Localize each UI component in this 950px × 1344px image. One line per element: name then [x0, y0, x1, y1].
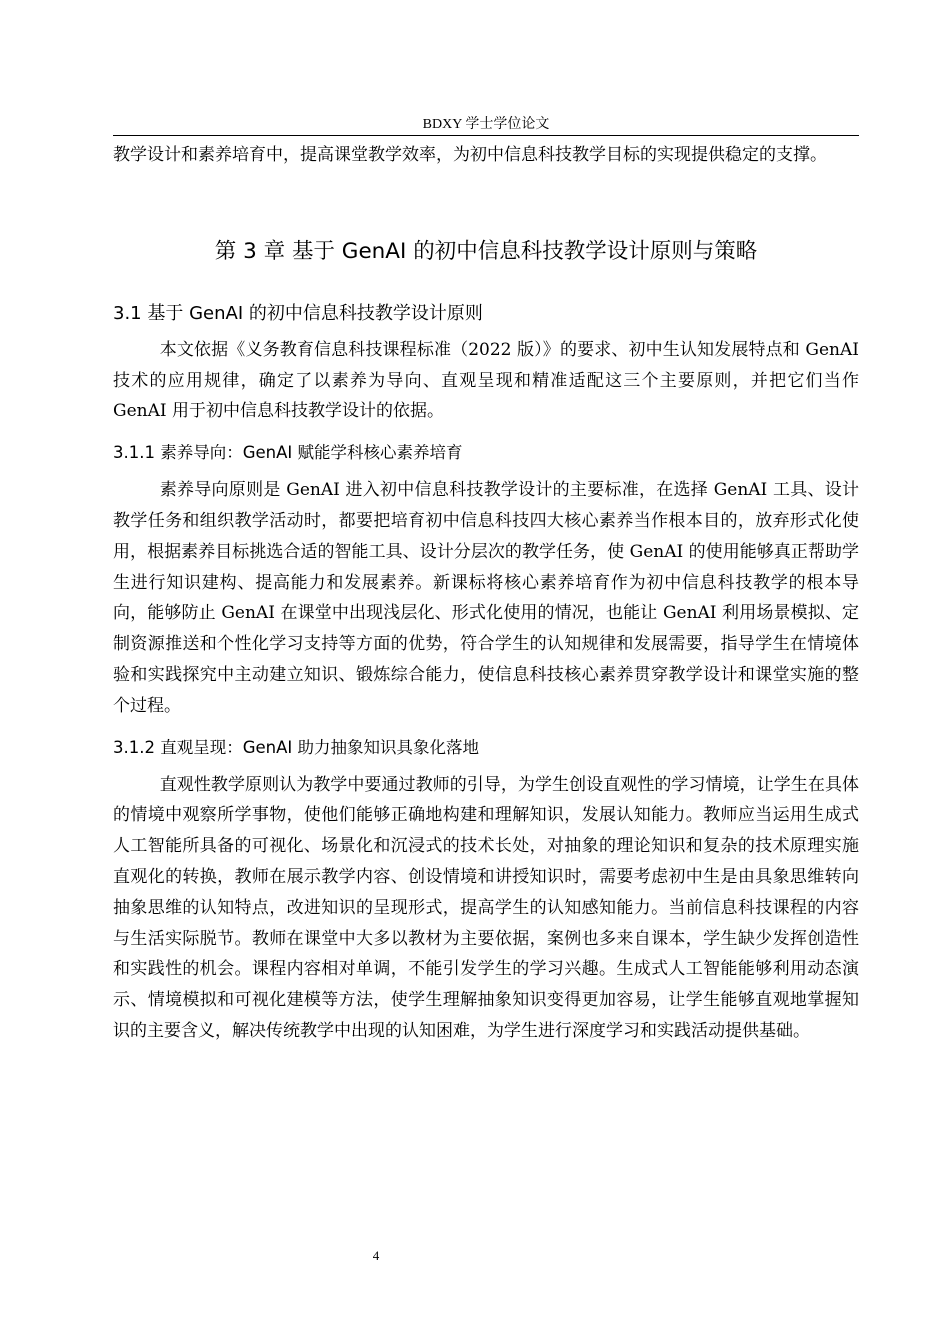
- subsection-3-1-1-paragraph: 素养导向原则是 GenAI 进入初中信息科技教学设计的主要标准，在选择 GenAI 工具、设计教学任务和组织教学活动时，都要把培育初中信息科技四大核心素养当作根本目的，放弃形式化使用，根据素养目标挑选合适的智能工具、设计分层次的教学任务，使 GenAI 的使用能够真正帮助学生进行知识建构、提高能力和发展素养。新课标将核心素养培育作为初中信息科技教学的根本导向，能够防止 GenAI 在课堂中出现浅层化、形式化使用的情况，也能让 GenAI 利用场景模拟、定制资源推送和个性化学习支持等方面的优势，符合学生的认知规律和发展需要，指导学生在情境体验和实践探究中主动建立知识、锻炼综合能力，使信息科技核心素养贯穿教学设计和课堂实施的整个过程。: [113, 480, 859, 716]
- page-body: [113, 140, 859, 1047]
- chapter-title: 第 3 章 基于 GenAI 的初中信息科技教学设计原则与策略: [214, 238, 758, 264]
- continuation-paragraph: 教学设计和素养培育中，提高课堂教学效率，为初中信息科技教学目标的实现提供稳定的支撑。: [113, 145, 827, 165]
- page-number: 4: [372, 1248, 380, 1263]
- subsection-heading-3-1-1: 3.1.1 素养导向：GenAI 赋能学科核心素养培育: [113, 443, 463, 463]
- subsection-heading-3-1-2: 3.1.2 直观呈现：GenAI 助力抽象知识具象化落地: [113, 737, 480, 757]
- section-heading-3-1: 3.1 基于 GenAI 的初中信息科技教学设计原则: [113, 302, 483, 324]
- subsection-3-1-2-paragraph: 直观性教学原则认为教学中要通过教师的引导，为学生创设直观性的学习情境，让学生在具体的情境中观察所学事物，使他们能够正确地构建和理解知识，发展认知能力。教师应当运用生成式人工智能所具备的可视化、场景化和沉浸式的技术长处，对抽象的理论知识和复杂的技术原理实施直观化的转换，教师在展示教学内容、创设情境和讲授知识时，需要考虑初中生是由具象思维转向抽象思维的认知特点，改进知识的呈现形式，提高学生的认知感知能力。当前信息科技课程的内容与生活实际脱节。教师在课堂中大多以教材为主要依据，案例也多来自课本，学生缺少发挥创造性和实践性的机会。课程内容相对单调，不能引发学生的学习兴趣。生成式人工智能能够利用动态演示、情境模拟和可视化建模等方法，使学生理解抽象知识变得更加容易，让学生能够直观地掌握知识的主要含义，解决传统教学中出现的认知困难，为学生进行深度学习和实践活动提供基础。: [113, 774, 859, 1041]
- running-header: BDXY 学士学位论文: [422, 117, 550, 132]
- header-rule: [113, 135, 859, 136]
- section-3-1-paragraph: 本文依据《义务教育信息科技课程标准（2022 版）》的要求、初中生认知发展特点和 GenAI 技术的应用规律，确定了以素养为导向、直观呈现和精准适配这三个主要原则，并把它们当作 GenAI 用于初中信息科技教学设计的依据。: [113, 339, 859, 422]
